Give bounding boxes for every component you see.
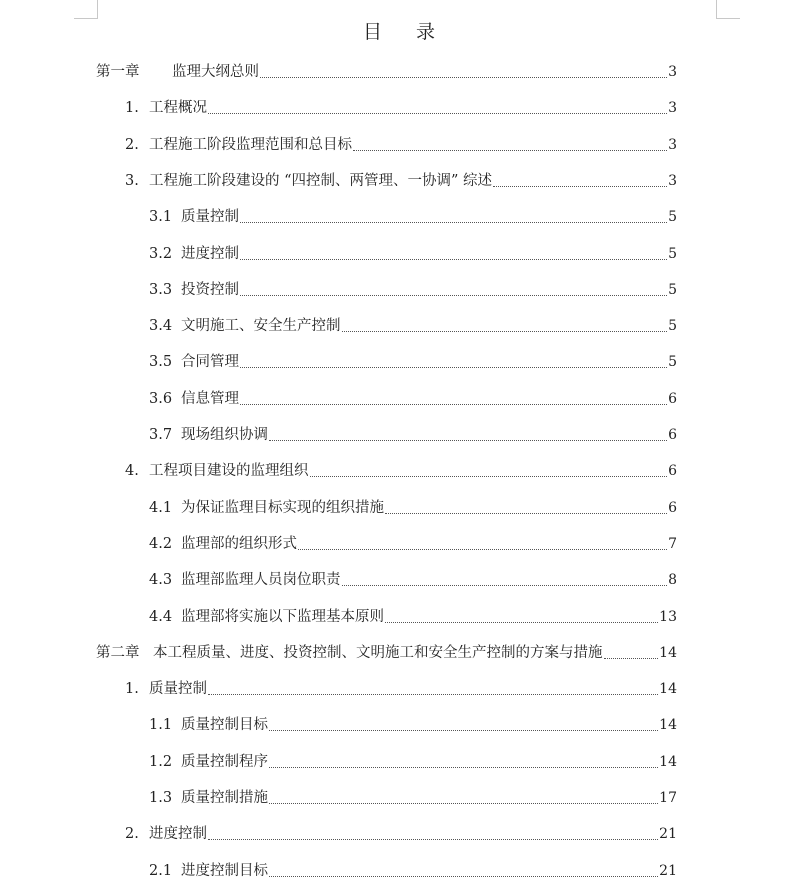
toc-entry[interactable]: [96, 641, 677, 663]
toc-entry-title: 质量控制措施: [181, 790, 268, 806]
toc-title-char-1: 目: [362, 21, 382, 43]
toc-entry-title: 信息管理: [181, 390, 239, 407]
toc-entry-number: 4.4: [149, 608, 173, 625]
toc-entry[interactable]: [149, 496, 677, 518]
toc-entry-number: 1.: [125, 681, 139, 698]
toc-entry-page-number: 14: [659, 681, 677, 698]
toc-dot-leader: [208, 98, 667, 118]
toc-entry-page-number: 3: [668, 100, 677, 117]
toc-entry-page-number: 3: [668, 136, 677, 153]
toc-entry-number: 3.3: [149, 281, 173, 298]
toc-entry-page-number: 5: [668, 318, 677, 335]
toc-entry[interactable]: [149, 314, 677, 336]
toc-entry-title: 质量控制目标: [181, 717, 268, 734]
toc-entry[interactable]: [125, 133, 677, 155]
toc-entry-title: 工程施工阶段建设的 “四控制、两管理、一协调” 综述: [149, 172, 493, 189]
toc-entry[interactable]: [149, 350, 677, 372]
toc-entry-page-number: 7: [668, 535, 677, 552]
toc-dot-leader: [385, 607, 658, 627]
toc-entry[interactable]: [149, 242, 677, 264]
toc-dot-leader: [269, 788, 658, 808]
toc-entry-title: 本工程质量、进度、投资控制、文明施工和安全生产控制的方案与措施: [153, 644, 603, 661]
toc-entry[interactable]: [149, 568, 677, 590]
toc-entry-title: 现场组织协调: [181, 427, 268, 443]
toc-entry-title: 工程施工阶段监理范围和总目标: [149, 136, 352, 153]
toc-entry-page-number: 5: [668, 281, 677, 298]
toc-entry-number: 3.1: [149, 209, 173, 226]
toc-entry[interactable]: [149, 278, 677, 300]
toc-entry-number: 3.6: [149, 390, 173, 407]
toc-entry[interactable]: [96, 60, 677, 82]
toc-entry-number: 4.2: [149, 535, 173, 552]
toc-dot-leader: [269, 715, 658, 735]
toc-dot-leader: [260, 62, 667, 82]
toc-entry[interactable]: [149, 387, 677, 409]
toc-entry[interactable]: [149, 605, 677, 627]
toc-entry-page-number: 5: [668, 209, 677, 226]
toc-entry-title: 工程概况: [149, 100, 207, 117]
toc-entry-page-number: 5: [668, 245, 677, 262]
toc-entry-page-number: 21: [659, 826, 677, 843]
toc-dot-leader: [240, 244, 667, 264]
toc-entry-page-number: 6: [668, 390, 677, 407]
toc-entry[interactable]: [125, 96, 677, 118]
toc-entry[interactable]: [149, 786, 677, 808]
toc-entry-number: 3.: [125, 172, 139, 189]
toc-entry-number: 2.: [125, 136, 139, 153]
toc-dot-leader: [298, 534, 667, 554]
toc-entry-page-number: 14: [659, 717, 677, 734]
toc-dot-leader: [269, 425, 667, 445]
toc-entry-number: 1.1: [149, 717, 173, 734]
toc-entry-page-number: 3: [668, 172, 677, 189]
toc-dot-leader: [208, 824, 658, 844]
toc-entry-title: 进度控制目标: [181, 862, 268, 879]
toc-dot-leader: [385, 498, 667, 518]
toc-entry[interactable]: [149, 423, 677, 445]
toc-dot-leader: [342, 316, 668, 336]
toc-entry-page-number: 6: [668, 463, 677, 480]
toc-entry[interactable]: [125, 459, 677, 481]
toc-dot-leader: [269, 861, 658, 881]
toc-entry[interactable]: [149, 532, 677, 554]
toc-entry-page-number: 14: [659, 753, 677, 770]
toc-dot-leader: [604, 643, 659, 663]
toc-title-char-2: 录: [416, 21, 436, 43]
toc-entry-number: 1.2: [149, 753, 173, 770]
toc-entry-number: 4.3: [149, 572, 173, 589]
toc-entry-page-number: 21: [659, 862, 677, 879]
toc-entry-page-number: 8: [668, 572, 677, 589]
toc-entry[interactable]: [149, 713, 677, 735]
crop-mark-top-right-vertical: [716, 0, 717, 18]
toc-entry-number: 3.7: [149, 427, 173, 443]
toc-entry-title: 质量控制程序: [181, 753, 268, 770]
toc-dot-leader: [353, 135, 667, 155]
toc-entry[interactable]: [149, 750, 677, 772]
toc-dot-leader: [493, 171, 667, 191]
toc-entry-title: 监理部监理人员岗位职责: [181, 572, 341, 589]
toc-entry[interactable]: [125, 822, 677, 844]
toc-entry-title: 文明施工、安全生产控制: [181, 318, 341, 335]
toc-entry-title: 监理部将实施以下监理基本原则: [181, 608, 384, 625]
toc-title: [0, 17, 798, 44]
toc-entry-title: 为保证监理目标实现的组织措施: [181, 499, 384, 516]
toc-entry-title: 投资控制: [181, 281, 239, 298]
toc-entry[interactable]: [125, 169, 677, 191]
toc-entry-number: 1.: [125, 100, 139, 117]
toc-entry-page-number: 17: [659, 790, 677, 806]
toc-entry-number: 4.1: [149, 499, 173, 516]
toc-entry[interactable]: [125, 677, 677, 699]
toc-entry-page-number: 14: [659, 644, 677, 661]
toc-entry-title: 质量控制: [149, 681, 207, 698]
toc-entry-number: 2.: [125, 826, 139, 843]
toc-entry-number: 2.1: [149, 862, 173, 879]
toc-dot-leader: [269, 752, 658, 772]
toc-dot-leader: [208, 679, 658, 699]
toc-entry-title: 监理部的组织形式: [181, 535, 297, 552]
toc-entry-number: 4.: [125, 463, 139, 480]
toc-entry-number: 第二章: [96, 644, 140, 661]
toc-entry-number: 1.3: [149, 790, 173, 806]
toc-entry-title: 进度控制: [181, 245, 239, 262]
toc-dot-leader: [342, 570, 668, 590]
toc-dot-leader: [240, 280, 667, 300]
toc-dot-leader: [240, 207, 667, 227]
toc-entry-title: 监理大纲总则: [172, 64, 259, 80]
toc-entry-page-number: 13: [659, 608, 677, 625]
toc-entry-number: 3.5: [149, 354, 173, 371]
toc-entry-page-number: 6: [668, 427, 677, 443]
toc-entry-number: 3.2: [149, 245, 173, 262]
toc-entry[interactable]: [149, 205, 677, 227]
toc-entry-title: 质量控制: [181, 209, 239, 226]
toc-dot-leader: [240, 352, 667, 372]
toc-entry-page-number: 5: [668, 354, 677, 371]
toc-dot-leader: [310, 461, 668, 481]
toc-entry-title: 进度控制: [149, 826, 207, 843]
toc-entry-page-number: 3: [668, 64, 677, 80]
toc-dot-leader: [240, 389, 667, 409]
toc-entry[interactable]: [149, 859, 677, 881]
crop-mark-top-left-vertical: [97, 0, 98, 18]
toc-entry-number: 3.4: [149, 318, 173, 335]
toc-entry-title: 工程项目建设的监理组织: [149, 463, 309, 480]
toc-entry-title: 合同管理: [181, 354, 239, 371]
toc-entry-number: 第一章: [96, 64, 140, 80]
toc-entry-page-number: 6: [668, 499, 677, 516]
